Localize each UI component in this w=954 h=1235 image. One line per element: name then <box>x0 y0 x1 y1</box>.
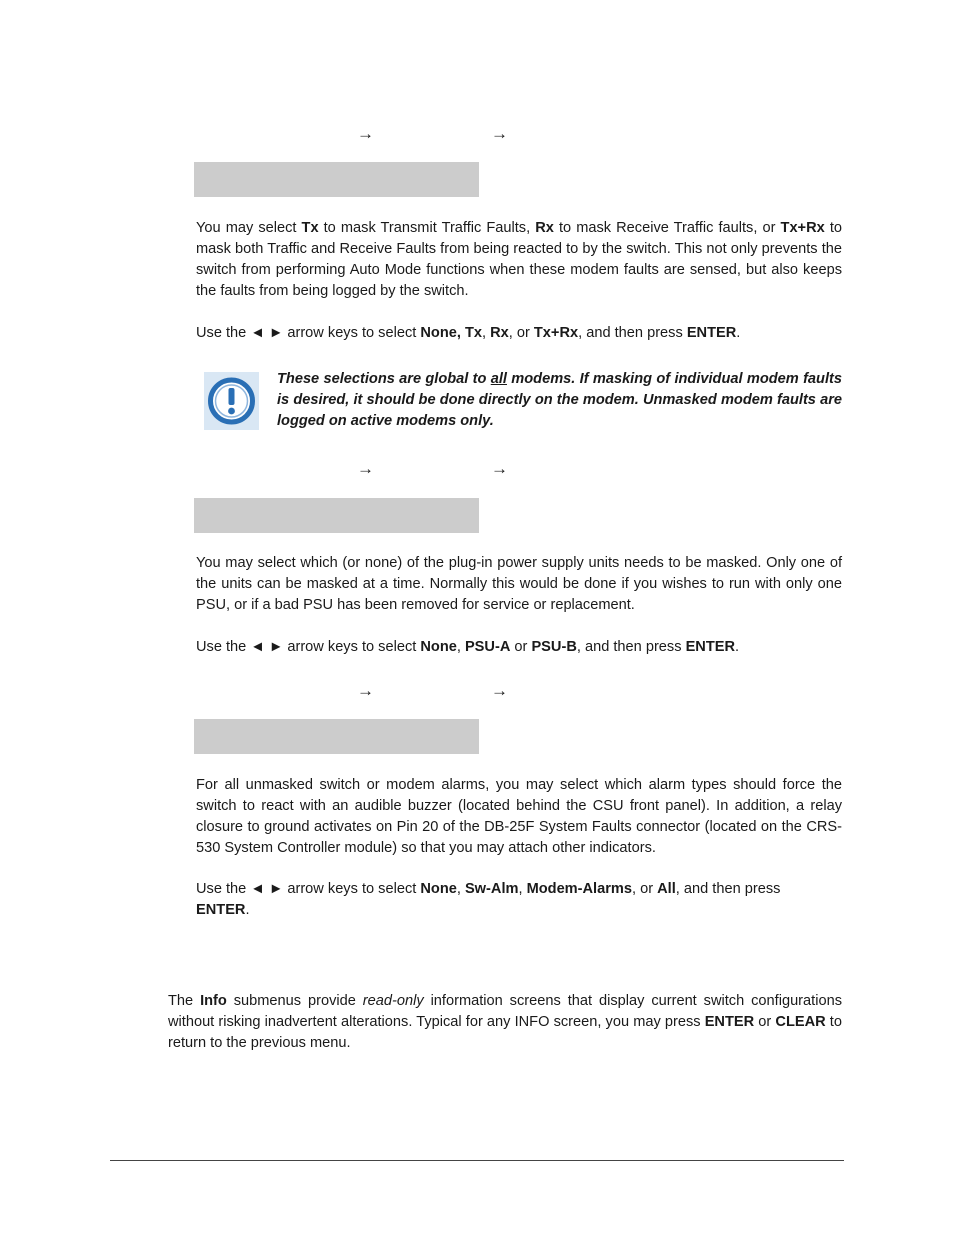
traffic-mask-description <box>196 218 842 302</box>
option-txrx: Tx+Rx <box>780 220 825 236</box>
text: submenus provide <box>226 993 363 1009</box>
info-description <box>168 991 842 1054</box>
traffic-mask-instruction <box>196 323 842 344</box>
buzzer-description: For all unmasked switch or modem alarms, you may select which alarm types should force the switch to react with an audible buzzer (located behind the CSU front panel). In addition, a relay closure to ground activates on Pin 20 of the DB-25F System Faults connector (located on the CRS-530 System Controller module) so that you may attach other indicators. <box>196 777 842 856</box>
text: or <box>754 1014 776 1030</box>
option-psu-b: PSU-B <box>531 639 577 655</box>
text: , <box>456 881 465 897</box>
text: The <box>168 993 201 1009</box>
option-rx: Rx <box>490 325 509 341</box>
text: . <box>736 325 741 341</box>
key-clear: CLEAR <box>775 1014 826 1030</box>
text: , <box>481 325 491 341</box>
text: . <box>735 639 740 655</box>
key-enter: ENTER <box>685 639 736 655</box>
exclamation-circle-icon <box>204 372 259 430</box>
text: to mask both Traffic and Receive Faults from being reacted to by the switch. This not only prevents the switch from performing Auto Mode functions when these modem faults are sensed, but also keeps the faults from being logged by the switch. <box>196 220 842 299</box>
option-sw-alm: Sw-Alm <box>464 881 519 897</box>
menu-path-arrow-icon: → <box>491 681 508 700</box>
text: to mask Receive Traffic faults, or <box>553 220 781 236</box>
option-all: All <box>657 881 676 897</box>
text: , or <box>508 325 534 341</box>
option-rx: Rx <box>535 220 554 236</box>
option-modem-alarms: Modem-Alarms <box>526 881 632 897</box>
text: , and then press <box>578 325 687 341</box>
text: , or <box>632 881 658 897</box>
buzzer-instruction <box>196 879 842 921</box>
lcd-display-buzzer <box>194 719 479 754</box>
text: , and then press <box>675 881 781 897</box>
text: You may select <box>196 220 302 236</box>
text: , and then press <box>576 639 686 655</box>
key-enter: ENTER <box>196 902 246 918</box>
text: Use the ◄ ► arrow keys to select <box>196 881 421 897</box>
text: or <box>510 639 532 655</box>
text: to return to the previous menu. <box>168 1014 842 1051</box>
menu-path-arrow-icon: → <box>491 124 508 143</box>
underlined-text: all <box>490 371 507 387</box>
text: Use the ◄ ► arrow keys to select <box>196 639 421 655</box>
text: information screens that display current switch configurations without risking inadvertent alterations. Typical for any INFO screen, you may press <box>168 993 842 1030</box>
option-psu-a: PSU-A <box>464 639 511 655</box>
menu-path-arrow-icon: → <box>357 459 374 478</box>
option-txrx: Tx+Rx <box>533 325 579 341</box>
text: Use the ◄ ► arrow keys to select <box>196 325 421 341</box>
psu-mask-description: You may select which (or none) of the plug-in power supply units needs to be masked. Only one of the units can be masked at a time. Normally this would be done if you wishes to run with only one PSU, or if a bad PSU has been removed for service or replacement. <box>196 555 842 613</box>
text: These selections are global to <box>277 371 491 387</box>
lcd-display-psu-mask <box>194 498 479 533</box>
option-tx: Tx <box>301 220 319 236</box>
info-term: Info <box>200 993 227 1009</box>
text: to mask Transmit Traffic Faults, <box>318 220 536 236</box>
option-none-tx: None, Tx <box>420 325 482 341</box>
text: modems. If masking of individual modem faults is desired, it should be done directly on the modem. Unmasked modem faults are logged on active modems only. <box>277 371 842 429</box>
text: , <box>456 639 465 655</box>
menu-path-arrow-icon: → <box>491 459 508 478</box>
key-enter: ENTER <box>704 1014 755 1030</box>
option-none: None <box>420 881 457 897</box>
read-only-term: read-only <box>362 993 424 1009</box>
menu-path-arrow-icon: → <box>357 124 374 143</box>
text: , <box>518 881 527 897</box>
psu-mask-instruction <box>196 637 842 658</box>
menu-path-arrow-icon: → <box>357 681 374 700</box>
text: . <box>245 902 250 918</box>
option-none: None <box>420 639 457 655</box>
footer-divider <box>110 1160 844 1161</box>
note-text <box>277 369 842 432</box>
lcd-display-traffic-mask <box>194 162 479 197</box>
key-enter: ENTER <box>686 325 737 341</box>
